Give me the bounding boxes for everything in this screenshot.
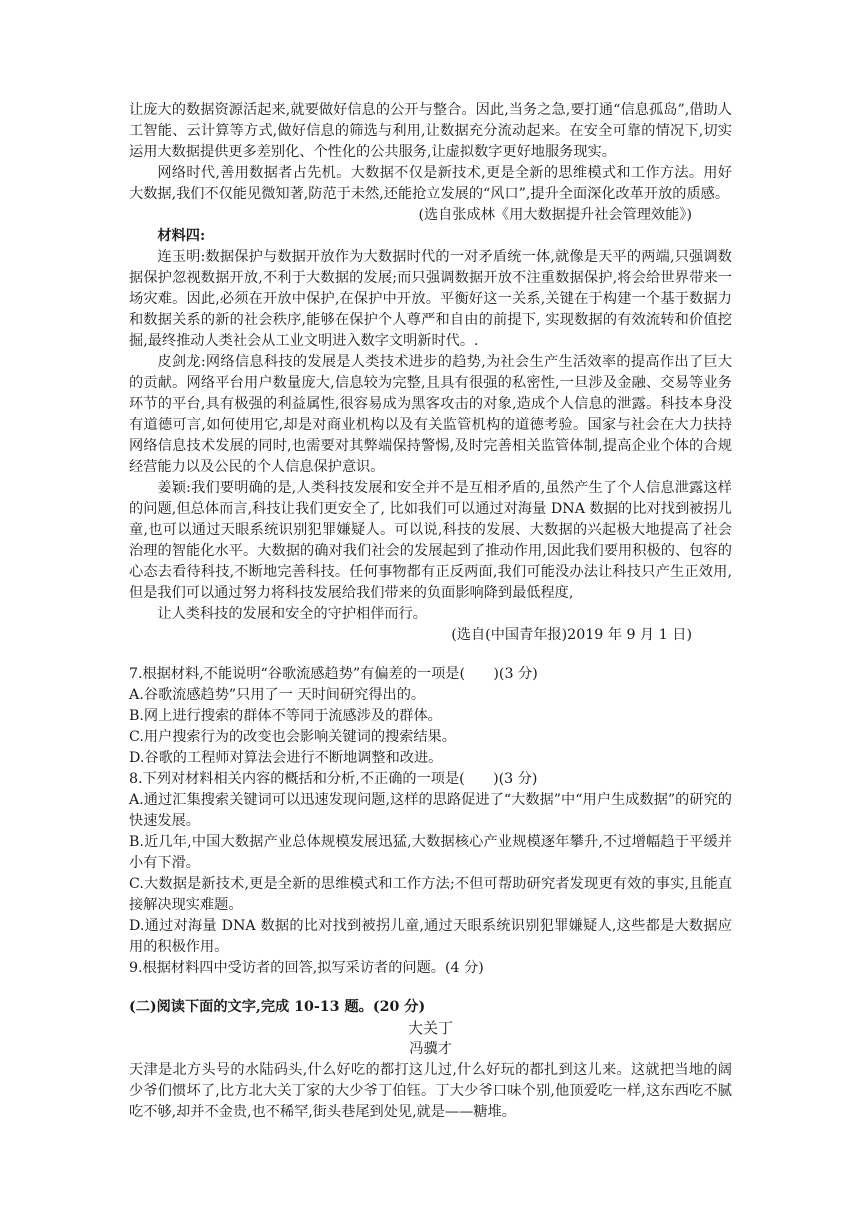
section-2-heading: (二)阅读下面的文字,完成 10-13 题。(20 分) (129, 999, 426, 1015)
question-9: 9.根据材料四中受访者的回答,拟写采访者的问题。(4 分) (129, 960, 484, 976)
spacer (129, 646, 732, 664)
paragraph-top-1: 让庞大的数据资源活起来,就要做好信息的公开与整合。因此,当务之急,要打通“信息孤岛”,借助人工智能、云计算等方式,做好信息的筛选与利用,让数据充分流动起来。在安全可靠的情况下,切实运用大数据提供更多差别化、个性化的公共服务,让虚拟数字更好地服务现实。 (129, 102, 732, 160)
question-7-option-a: A.谷歌流感趋势”只用了一 天时间研究得出的。 (129, 687, 426, 703)
paragraph-material-4-4: 让人类科技的发展和安全的守护相伴而行。 (157, 606, 427, 622)
question-8: 8.下列对材料相关内容的概括和分析,不正确的一项是( )(3 分) (129, 771, 538, 787)
document-body (129, 100, 732, 1123)
story-paragraph-1: 天津是北方头号的水陆码头,什么好吃的都打这儿过,什么好玩的都扎到这儿来。这就把当地的阔少爷们惯坏了,比方北大关丁家的大少爷丁伯钰。丁大少爷口味个别,他顶爱吃一样,这东西吃不腻吃不够,却并不金贵,也不稀罕,街头巷尾到处见,就是——糖堆。 (129, 1062, 732, 1120)
spacer (129, 979, 732, 997)
paragraph-material-4-1: 连玉明:数据保护与数据开放作为大数据时代的一对矛盾统一体,就像是天平的两端,只强调数据保护忽视数据开放,不利于大数据的发展;而只强调数据开放不注重数据保护,将会给世界带来一场灾难。因此,必须在开放中保护,在保护中开放。平衡好这一关系,关键在于构建一个基于数据力和数据关系的新的社会秩序,能够在保护个人尊严和自由的前提下, 实现数据的有效流转和价值挖掘,最终推动人类社会从工业文明进入数字文明新时代。. (129, 249, 732, 349)
material-4-heading: 材料四: (157, 228, 206, 244)
paragraph-material-4-2: 皮剑龙:网络信息科技的发展是人类技术进步的趋势,为社会生产生活效率的提高作出了巨大的贡献。网络平台用户数量庞大,信息较为完整,且具有很强的私密性,一旦涉及金融、交易等业务环节的平台,具有极强的利益属性,很容易成为黑客攻击的对象,造成个人信息的泄露。科技本身没有道德可言,如何使用它,却是对商业机构以及有关监管机构的道德考验。国家与社会在大力扶持网络信息技术发展的同时,也需要对其弊端保持警惕,及时完善相关监管体制,提高企业个体的合规经营能力以及公民的个人信息保护意识。 (129, 354, 732, 475)
story-title: 大关丁 (407, 1019, 453, 1037)
story-author: 冯骥才 (409, 1041, 452, 1057)
question-list (129, 664, 732, 979)
question-7-option-d: D.谷歌的工程师对算法会进行不断地调整和改进。 (129, 750, 443, 766)
source-material-3: (选自张成林《用大数据提升社会管理效能》) (418, 207, 692, 223)
paragraph-material-4-3: 姜颖:我们要明确的是,人类科技发展和安全并不是互相矛盾的,虽然产生了个人信息泄露这样的问题,但总体而言,科技让我们更安全了, 比如我们可以通过对海量 DNA 数据的比对找到被拐儿童,也可以通过天眼系统识别犯罪嫌疑人。可以说,科技的发展、大数据的兴起极大地提高了社会治理的智能化水平。大数据的确对我们社会的发展起到了推动作用,因此我们要用积极的、包容的心态去看待科技,不断地完善科技。任何事物都有正反两面,我们可能没办法让科技只产生正效用,但是我们可以通过努力将科技发展给我们带来的负面影响降到最低程度, (129, 480, 732, 601)
question-8-option-c: C.大数据是新技术,更是全新的思维模式和工作方法;不但可帮助研究者发现更有效的事实,且能直接解决现实难题。 (129, 876, 732, 913)
question-8-option-d: D.通过对海量 DNA 数据的比对找到被拐儿童,通过天眼系统识别犯罪嫌疑人,这些都是大数据应用的积极作用。 (129, 918, 732, 955)
question-7-option-b: B.网上进行搜索的群体不等同于流感涉及的群体。 (129, 708, 442, 724)
paragraph-top-2: 网络时代,善用数据者占先机。大数据不仅是新技术,更是全新的思维模式和工作方法。用好大数据,我们不仅能见微知著,防范于未然,还能抢立发展的“风口”,提升全面深化改革开放的质感。 (129, 165, 732, 202)
question-8-option-b: B.近几年,中国大数据产业总体规模发展迅猛,大数据核心产业规模逐年攀升,不过增幅趋于平缓并小有下滑。 (129, 834, 732, 871)
source-material-4: (选自(中国青年报)2019 年 9 月 1 日) (451, 627, 692, 643)
question-7-option-c: C.用户搜索行为的改变也会影响关键词的搜索结果。 (129, 729, 456, 745)
question-8-option-a: A.通过汇集搜索关键词可以迅速发现问题,这样的思路促进了“大数据”中“用户生成数据”的研究的快速发展。 (129, 792, 732, 829)
question-7: 7.根据材料,不能说明“谷歌流感趋势”有偏差的一项是( )(3 分) (129, 666, 538, 682)
